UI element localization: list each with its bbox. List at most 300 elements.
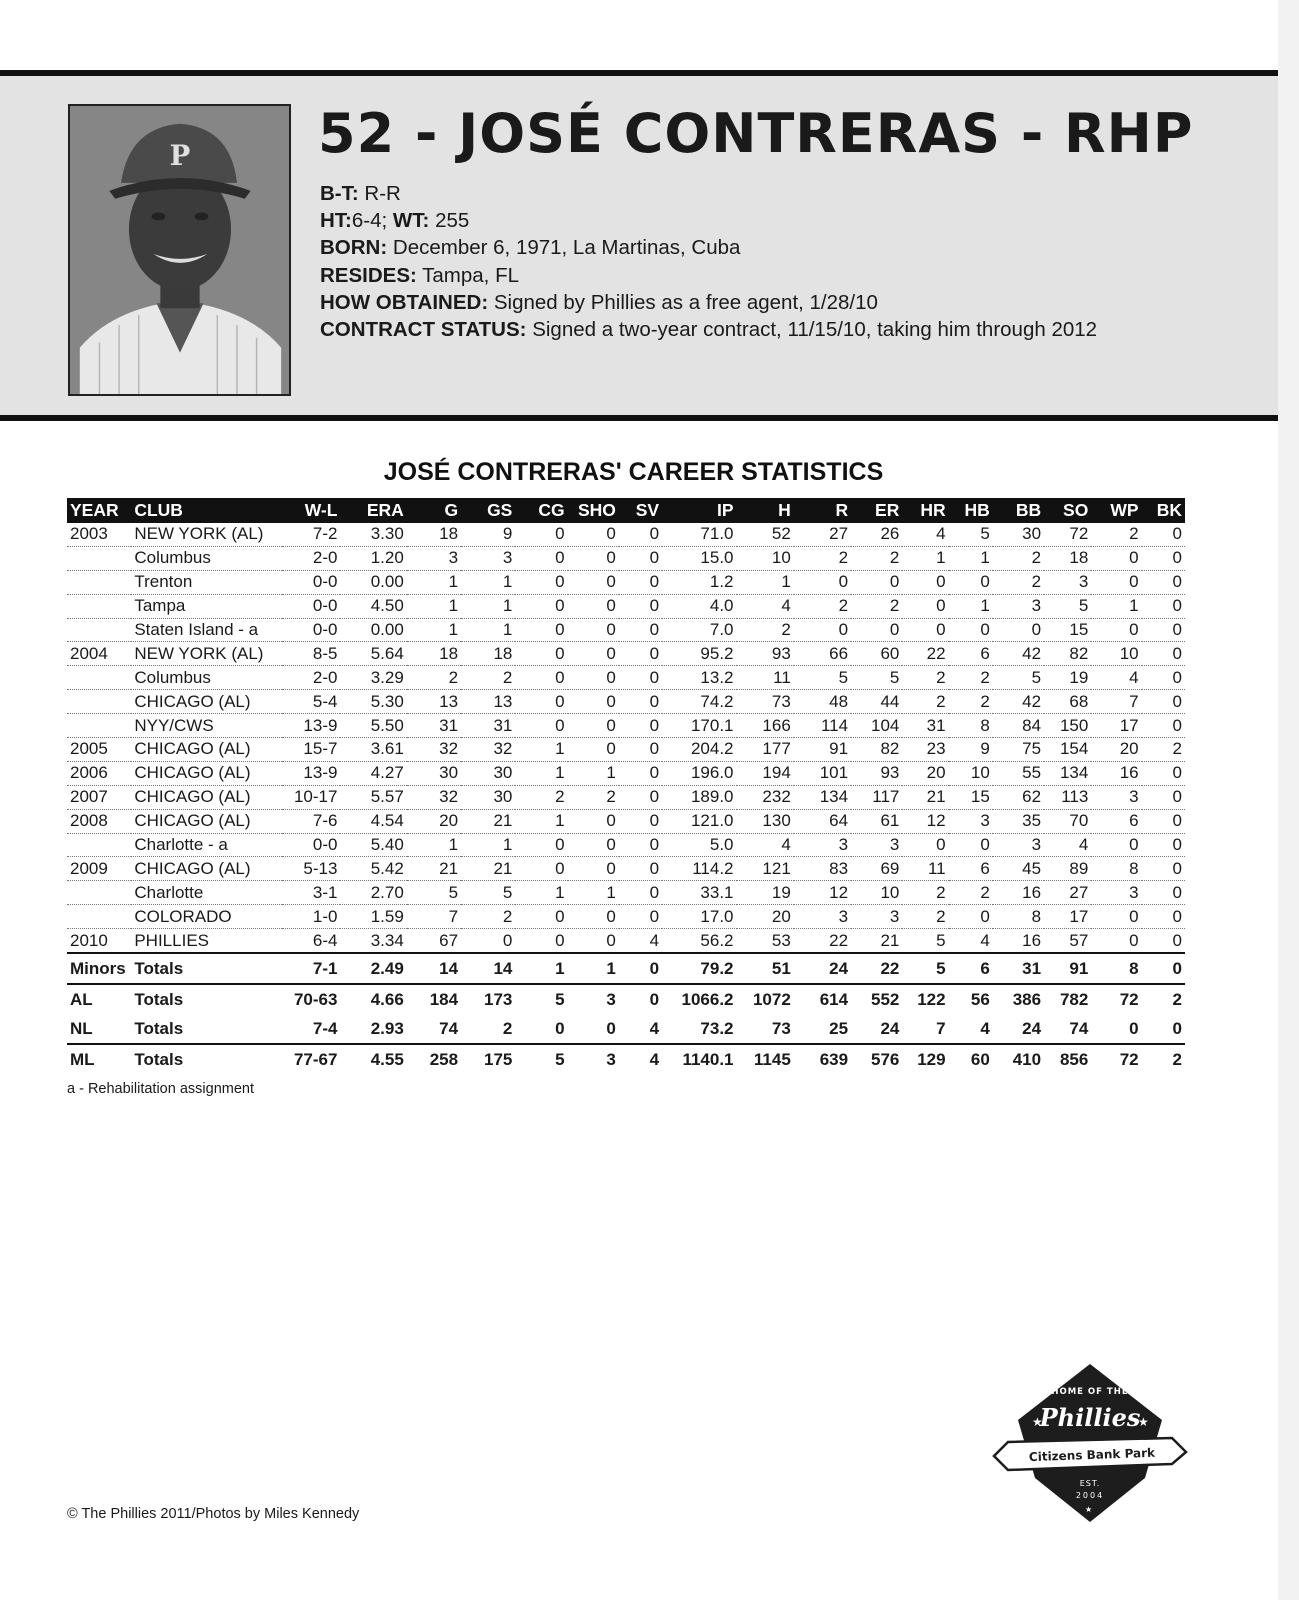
total-cell: 31 [993,953,1044,984]
stat-cell: 0 [902,570,948,594]
stat-cell: 52 [737,523,794,546]
stat-cell: 16 [1091,761,1141,785]
stat-cell: 18 [1044,546,1091,570]
stats-row [67,857,1185,881]
stat-cell: 2009 [67,857,131,881]
stat-cell: 204.2 [662,738,736,762]
stat-cell: 6 [949,642,993,666]
total-cell: 576 [851,1044,902,1074]
stat-cell: 0 [515,905,567,929]
stat-cell: 150 [1044,714,1091,738]
stat-cell: 15.0 [662,546,736,570]
stat-cell: 0 [1142,785,1185,809]
logo-year: 2004 [1075,1491,1105,1500]
total-cell: 3 [568,1044,619,1074]
stat-cell: Charlotte [131,881,282,905]
stat-cell: CHICAGO (AL) [131,690,282,714]
stat-cell: PHILLIES [131,929,282,953]
total-cell: 0 [1172,1018,1182,1038]
total-cell: 7 [936,1018,946,1038]
stat-cell: 42 [993,642,1044,666]
total-cell: AL [67,984,131,1014]
stat-cell: 5.64 [340,642,406,666]
stat-cell: 0 [619,570,662,594]
stat-cell: 67 [407,929,461,953]
total-cell: 56 [949,984,993,1014]
stat-cell: 0 [949,833,993,857]
stat-cell: 13.2 [662,666,736,690]
stat-cell: 0 [1142,666,1185,690]
stat-cell: 0 [619,857,662,881]
stat-cell: 0 [619,761,662,785]
total-cell: 0 [606,1018,616,1038]
stat-cell: 0 [461,929,515,953]
stat-cell: 0.00 [340,618,406,642]
stat-cell: 0 [794,570,851,594]
stat-cell [67,881,131,905]
total-cell: 1145 [737,1044,794,1074]
stat-cell: 189.0 [662,785,736,809]
stat-cell: 0 [619,523,662,546]
stat-cell: 121.0 [662,809,736,833]
total-cell: 73.2 [700,1018,734,1038]
total-cell: 0 [1129,1018,1139,1038]
total-cell: 2 [1142,984,1185,1014]
stat-cell: 75 [993,738,1044,762]
stat-cell: CHICAGO (AL) [131,738,282,762]
stat-cell: 11 [737,666,794,690]
stat-cell: 5-13 [282,857,340,881]
stat-cell: 27 [794,523,851,546]
total-cell: 7-1 [282,953,340,984]
bio-bats-throws: B-T: R-R [320,182,401,205]
stats-row [67,523,1185,546]
stat-cell: 170.1 [662,714,736,738]
stat-cell: 3.34 [340,929,406,953]
stat-cell: CHICAGO (AL) [131,761,282,785]
stat-cell: 0 [515,666,567,690]
total-cell: 22 [851,953,902,984]
stat-cell: 5 [794,666,851,690]
stat-cell: 0 [619,738,662,762]
stat-cell: 22 [902,642,948,666]
stat-cell: 31 [902,714,948,738]
stat-cell: 113 [1044,785,1091,809]
stat-cell: 3 [794,833,851,857]
stat-cell: 17 [1044,905,1091,929]
total-cell: 4.66 [340,984,406,1014]
stat-cell: 0 [1142,761,1185,785]
stats-row [67,761,1185,785]
stat-cell: 5 [407,881,461,905]
stat-cell: 42 [993,690,1044,714]
stat-cell: 1 [1091,594,1141,618]
total-cell: 614 [794,984,851,1014]
stat-cell: 3 [1091,785,1141,809]
stat-cell: 0 [515,833,567,857]
stat-cell: 0.00 [340,570,406,594]
total-cell: 0 [619,984,662,1014]
stat-cell: 3 [794,905,851,929]
stat-cell: 0 [1091,833,1141,857]
stats-row [67,714,1185,738]
stat-cell: 0 [1142,857,1185,881]
stat-cell: 1 [902,546,948,570]
stat-cell: 44 [851,690,902,714]
stat-cell: 121 [737,857,794,881]
stat-cell: 0 [619,833,662,857]
stat-cell: 0 [619,881,662,905]
stat-cell: 7-6 [282,809,340,833]
stat-cell: 20 [737,905,794,929]
stat-cell: 0 [1091,570,1141,594]
stat-cell: 0 [902,618,948,642]
stats-row [67,690,1185,714]
stat-cell: 0 [1142,833,1185,857]
stat-cell: 13 [407,690,461,714]
stat-cell: 0 [568,809,619,833]
total-cell: 24 [1022,1018,1042,1038]
total-cell: 5 [902,953,948,984]
stat-cell: 32 [407,785,461,809]
stat-cell: 68 [1044,690,1091,714]
stats-row [67,594,1185,618]
stat-cell [67,594,131,618]
stats-row [67,833,1185,857]
stat-cell: 21 [851,929,902,953]
stat-cell: 0 [902,833,948,857]
stat-cell: 2 [993,546,1044,570]
stat-cell: 5 [993,666,1044,690]
stat-cell: 32 [461,738,515,762]
stat-cell: 0 [794,618,851,642]
stat-cell: 5-4 [282,690,340,714]
stat-cell: 134 [794,785,851,809]
total-cell: 4 [980,1018,990,1038]
total-cell: Totals [131,984,282,1014]
total-cell: 24 [880,1018,900,1038]
stat-cell: 6 [949,857,993,881]
stat-cell: 0 [1142,570,1185,594]
stat-cell: 6-4 [282,929,340,953]
stat-cell: 5 [851,666,902,690]
stat-cell: 2 [461,666,515,690]
total-cell: 74 [439,1018,459,1038]
stat-cell: CHICAGO (AL) [131,857,282,881]
total-cell: 5 [515,984,567,1014]
col-header: YEAR [67,498,131,523]
stat-cell: 72 [1044,523,1091,546]
stat-cell: 19 [737,881,794,905]
stat-cell: 5.57 [340,785,406,809]
stat-cell: 8 [1091,857,1141,881]
stat-cell: 2010 [67,929,131,953]
stat-cell: 20 [902,761,948,785]
stat-cell: 1.20 [340,546,406,570]
stat-cell: 26 [851,523,902,546]
total-cell: Totals [134,1018,184,1038]
stat-cell: 2-0 [282,546,340,570]
total-cell: 2.93 [370,1018,404,1038]
bio-how-obtained: HOW OBTAINED: Signed by Phillies as a free agent, 1/28/10 [320,290,878,314]
stat-cell: 4 [902,523,948,546]
stat-cell: 2 [949,666,993,690]
stat-cell: 0 [568,546,619,570]
total-cell: 184 [407,984,461,1014]
stats-row [67,642,1185,666]
stat-cell: 1 [568,881,619,905]
stat-cell: 0 [851,618,902,642]
stat-cell: 0 [568,690,619,714]
stat-cell: 2.70 [340,881,406,905]
stat-cell: 0 [515,546,567,570]
total-cell: 856 [1044,1044,1091,1074]
stat-cell: 5 [902,929,948,953]
player-title: 52 - JOSÉ CONTRERAS - RHP [318,102,1194,165]
stat-cell: Columbus [131,666,282,690]
stat-cell: 73 [737,690,794,714]
stat-cell: 4.27 [340,761,406,785]
stat-cell: 6 [1091,809,1141,833]
stat-cell: 0 [1091,618,1141,642]
stat-cell: 8-5 [282,642,340,666]
stat-cell: 1 [461,594,515,618]
stat-cell: 0 [619,785,662,809]
stat-cell: 0 [1091,546,1141,570]
stat-cell: 0 [619,642,662,666]
stats-row [67,738,1185,762]
stat-cell: 19 [1044,666,1091,690]
stat-cell: 1 [737,570,794,594]
stat-cell: 0 [515,594,567,618]
stat-cell: CHICAGO (AL) [131,809,282,833]
stat-cell: 2 [902,881,948,905]
page-edge [1278,0,1299,1600]
stat-cell: 5.42 [340,857,406,881]
stat-cell: 16 [993,881,1044,905]
stat-cell: 5 [461,881,515,905]
stat-cell: 1.59 [340,905,406,929]
total-cell: 0 [619,953,662,984]
stat-cell: 114 [794,714,851,738]
stat-cell: 10-17 [282,785,340,809]
stat-cell: NEW YORK (AL) [131,642,282,666]
total-cell: 2.49 [340,953,406,984]
stat-cell: NEW YORK (AL) [131,523,282,546]
stat-cell: 9 [461,523,515,546]
col-header: ER [851,498,902,523]
stat-cell: 69 [851,857,902,881]
stat-cell: 1 [568,761,619,785]
stat-cell: 4 [737,833,794,857]
stat-cell: 7-2 [282,523,340,546]
stat-cell: 1 [515,761,567,785]
stat-cell: 0 [568,833,619,857]
col-header: CG [515,498,567,523]
stat-cell: 21 [461,857,515,881]
stat-cell: 177 [737,738,794,762]
stat-cell: 0 [1091,929,1141,953]
stat-cell: 5.0 [662,833,736,857]
stat-cell: 0 [619,905,662,929]
stat-cell: 0 [1142,809,1185,833]
svg-text:★: ★ [1032,1415,1043,1429]
stat-cell: 0 [1142,642,1185,666]
stat-cell: 0 [949,905,993,929]
stat-cell: 0 [515,857,567,881]
stat-cell: 10 [949,761,993,785]
stat-cell: 30 [993,523,1044,546]
stat-cell: 0-0 [282,570,340,594]
stat-cell: 0-0 [282,618,340,642]
stat-cell: 30 [407,761,461,785]
stat-cell: 0 [568,905,619,929]
stat-cell: 2 [794,594,851,618]
stats-title: JOSÉ CONTRERAS' CAREER STATISTICS [383,458,884,486]
stat-cell: 21 [461,809,515,833]
citizens-bank-park-logo [990,1360,1190,1530]
stat-cell: 0 [619,690,662,714]
total-cell: 77-67 [282,1044,340,1074]
total-cell: 639 [794,1044,851,1074]
stat-cell: 2 [949,690,993,714]
stat-cell: 0-0 [282,833,340,857]
stat-cell: 10 [851,881,902,905]
stats-row [67,546,1185,570]
stat-cell: 22 [794,929,851,953]
stat-cell: 2003 [67,523,131,546]
stat-cell: 0 [568,929,619,953]
stat-cell: 117 [851,785,902,809]
stats-row [67,618,1185,642]
stat-cell: 130 [737,809,794,833]
logo-brand: Phillies [1039,1403,1141,1432]
stat-cell: 0 [568,618,619,642]
stat-cell: 17 [1091,714,1141,738]
stat-cell: 0 [949,618,993,642]
col-header: CLUB [131,498,282,523]
bio-resides: RESIDES: Tampa, FL [320,263,520,287]
bio-born: BORN: December 6, 1971, La Martinas, Cuba [320,236,741,260]
stat-cell: CHICAGO (AL) [131,785,282,809]
stat-cell: 7 [1091,690,1141,714]
total-cell: 129 [902,1044,948,1074]
stat-cell: 0 [1142,929,1185,953]
stat-cell: 12 [902,809,948,833]
stat-cell: 83 [794,857,851,881]
stat-cell: 2 [737,618,794,642]
stat-cell: 104 [851,714,902,738]
stat-cell: 15-7 [282,738,340,762]
stat-cell: Staten Island - a [131,618,282,642]
stat-cell: 1 [407,833,461,857]
stat-cell: 10 [1091,642,1141,666]
stat-cell: 0 [568,738,619,762]
stat-cell: 31 [461,714,515,738]
stat-cell: 5.30 [340,690,406,714]
stat-cell: 0 [1142,618,1185,642]
stat-cell: 5 [949,523,993,546]
stat-cell: 0 [619,809,662,833]
stat-cell [67,714,131,738]
total-cell: 782 [1044,984,1091,1014]
total-cell: 72 [1091,984,1141,1014]
stat-cell: 66 [794,642,851,666]
stat-cell: 196.0 [662,761,736,785]
stat-cell: 4.54 [340,809,406,833]
stat-cell: 2 [407,666,461,690]
stat-cell: 91 [794,738,851,762]
total-cell: 70-63 [282,984,340,1014]
total-cell: Minors [67,953,131,984]
stat-cell: 0 [993,618,1044,642]
total-cell: 51 [737,953,794,984]
stat-cell: 0 [902,594,948,618]
stat-cell: 1 [407,570,461,594]
totals-row [67,1044,1185,1074]
stat-cell: 0 [515,690,567,714]
stat-cell: 1 [515,738,567,762]
stat-cell: 2 [461,905,515,929]
stat-cell: 33.1 [662,881,736,905]
col-header: R [794,498,851,523]
stats-header-row [67,498,1185,523]
total-cell: 386 [993,984,1044,1014]
col-header: GS [461,498,515,523]
stat-cell: 13-9 [282,761,340,785]
col-header: W-L [282,498,340,523]
col-header: HR [902,498,948,523]
total-cell: 410 [993,1044,1044,1074]
stat-cell: 3 [851,833,902,857]
stat-cell: 4 [619,929,662,953]
logo-ribbon: Citizens Bank Park [1028,1445,1156,1465]
stat-cell: 1 [949,546,993,570]
stat-cell: 15 [1044,618,1091,642]
stat-cell: 3 [949,809,993,833]
stat-cell: 0 [515,570,567,594]
stat-cell: 2008 [67,809,131,833]
total-cell: 2 [1142,1044,1185,1074]
stat-cell: 3 [993,594,1044,618]
col-header: SO [1044,498,1091,523]
stat-cell: 2 [1142,738,1185,762]
total-cell: ML [67,1044,131,1074]
stat-cell: 0 [619,546,662,570]
col-header: BK [1142,498,1185,523]
stat-cell: 45 [993,857,1044,881]
total-cell: 1 [568,953,619,984]
total-cell: 0 [1142,953,1185,984]
stat-cell: 0 [568,523,619,546]
stats-row [67,905,1185,929]
stat-cell: 3.29 [340,666,406,690]
stat-cell: 5.40 [340,833,406,857]
stat-cell: 0 [1091,905,1141,929]
col-header: IP [662,498,736,523]
player-header [0,70,1278,421]
stat-cell: 55 [993,761,1044,785]
stat-cell: Tampa [131,594,282,618]
stat-cell: 1 [515,809,567,833]
stat-cell: 2 [902,905,948,929]
stat-cell: 4.0 [662,594,736,618]
total-cell: 1140.1 [662,1044,736,1074]
total-cell: 8 [1091,953,1141,984]
stat-cell: 1.2 [662,570,736,594]
stat-cell: 101 [794,761,851,785]
stat-cell: 3.61 [340,738,406,762]
